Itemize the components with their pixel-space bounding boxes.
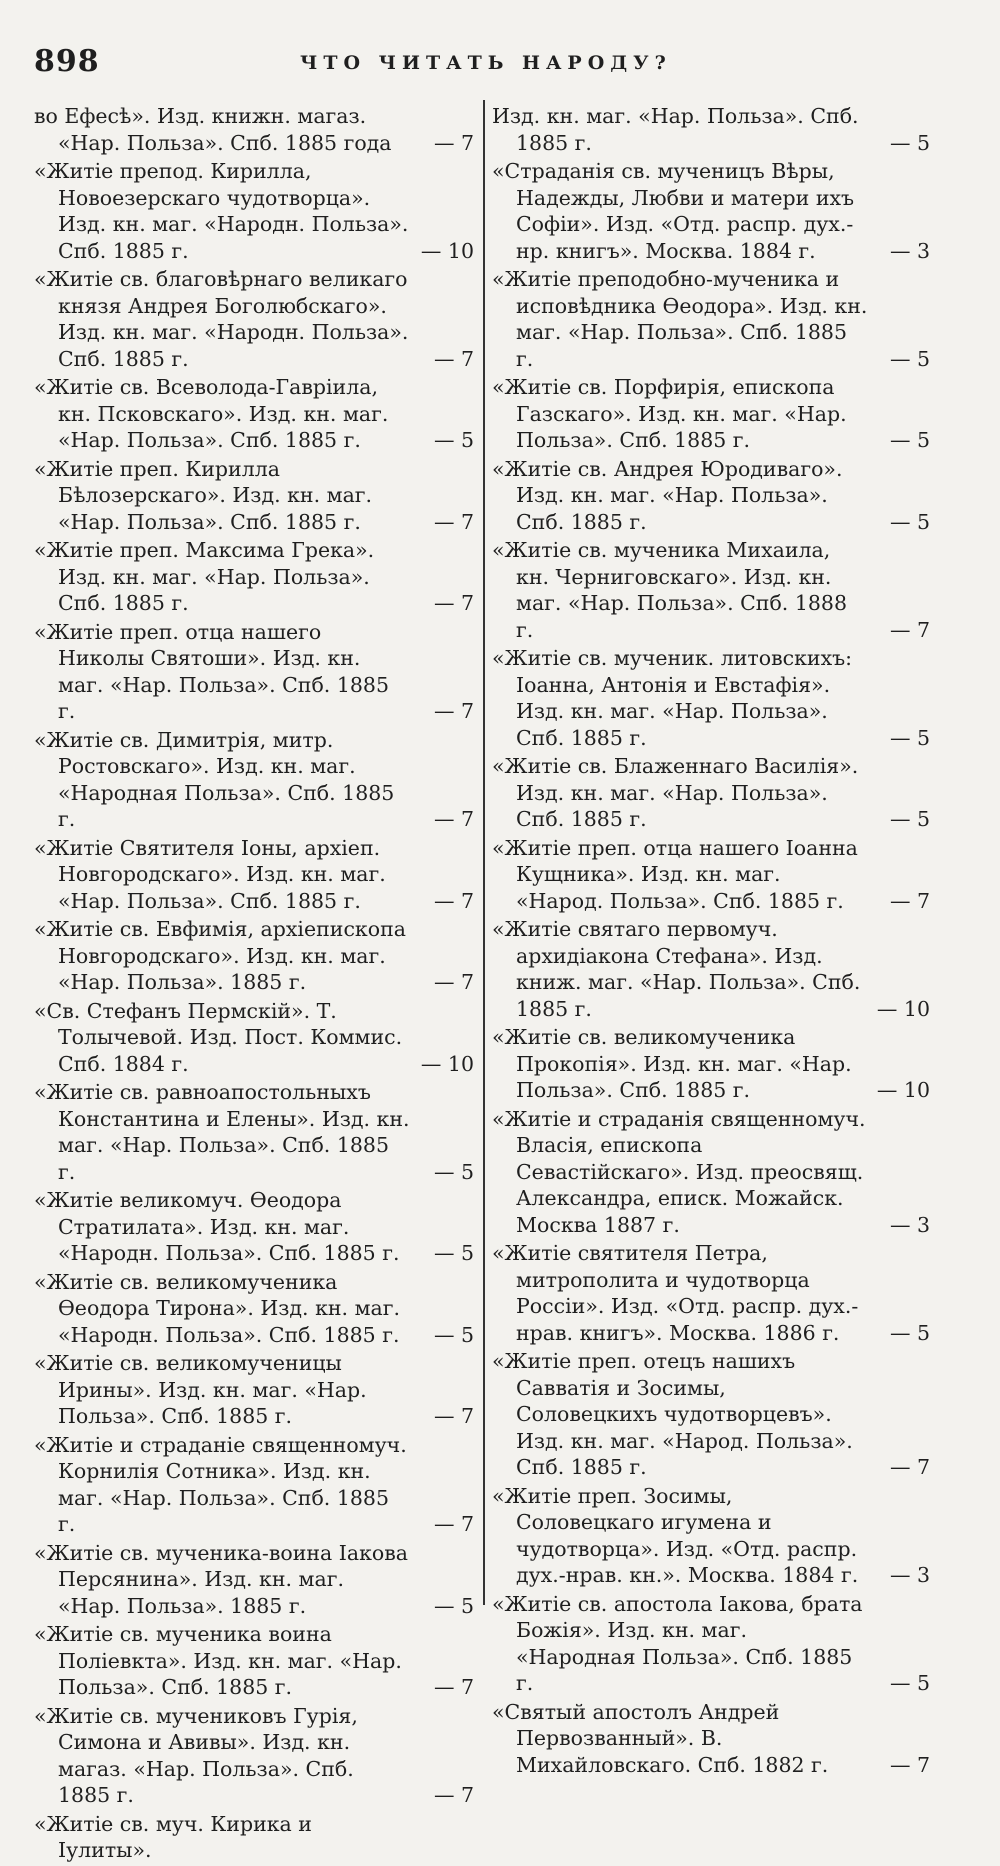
entry-text: «Житіе святаго первомуч. архидіакона Стефана». Изд. книж. маг. «Нар. Польза». Спб. 1885 г. [492,917,861,1021]
entry-text: «Житіе св. Евфимія, архіепископа Новгородскаго». Изд. кн. маг. «Нар. Польза». 1885 г. [34,917,406,994]
catalog-entry [34,266,474,372]
catalog-entry [34,998,474,1078]
catalog-entry [492,835,930,915]
entry-price: — 5 [433,1593,474,1618]
entry-price: — 7 [433,509,474,534]
entry-text: «Житіе св. благовѣрнаго великаго князя Андрея Боголюбскаго». Изд. кн. маг. «Народн. Польза». Спб. 1885 г. [34,267,409,371]
entry-price: — 10 [876,996,930,1021]
entry-price: — 5 [889,130,930,155]
entry-text: «Святый апостолъ Андрей Первозванный». В. Михайловскаго. Спб. 1882 г. [492,1699,829,1777]
catalog-entry [492,1024,930,1104]
catalog-entry [34,1540,474,1620]
entry-text: «Житіе преп. Максима Грека». Изд. кн. маг. «Нар. Польза». Спб. 1885 г. [34,538,375,615]
entry-price: — 5 [433,1322,474,1347]
catalog-entry [492,374,930,454]
entry-price: — 7 [889,888,930,913]
entry-text: «Житіе св. великомученицы Ирины». Изд. кн. маг. «Нар. Польза». Спб. 1885 г. [34,1351,367,1428]
catalog-entry [492,1483,930,1589]
catalog-entry [492,645,930,751]
entry-text: Изд. кн. маг. «Нар. Польза». Спб. 1885 г. [492,104,859,155]
entry-price: — 5 [889,509,930,534]
catalog-entry [492,1240,930,1346]
catalog-entry [34,1079,474,1185]
catalog-entry [34,1269,474,1349]
entry-text: «Житіе св. апостола Іакова, брата Божія». Изд. кн. маг. «Народная Польза». Спб. 1885 г. [492,1591,863,1695]
catalog-entry [34,1811,474,1864]
entry-text: «Житіе св. Андрея Юродиваго». Изд. кн. маг. «Нар. Польза». Спб. 1885 г. [492,456,843,534]
catalog-entry [34,456,474,536]
left-column [34,103,474,1866]
entry-text: «Житіе и страданіе священномуч. Корнилія Сотника». Изд. кн. маг. «Нар. Польза». Спб. 1885 г. [34,1432,407,1536]
column-divider [483,100,485,1605]
catalog-entry [492,456,930,536]
entry-text: «Житіе св. великомученика Ѳеодора Тирона». Изд. кн. маг. «Народн. Польза». Спб. 1885 г. [34,1269,401,1347]
catalog-entry [492,537,930,643]
entry-text: во Ефесѣ». Изд. книжн. магаз. «Нар. Польза». Спб. 1885 года [34,104,392,155]
entry-text: «Житіе преп. Кирилла Бѣлозерскаго». Изд. кн. маг. «Нар. Польза». Спб. 1885 г. [34,456,373,534]
catalog-entry [492,753,930,833]
entry-text: «Житіе св. Порфирія, епископа Газскаго». Изд. кн. маг. «Нар. Польза». Спб. 1885 г. [492,375,847,452]
entry-price: — 5 [889,1320,930,1345]
entry-text: «Житіе преподобно-мученика и исповѣдника Ѳеодора». Изд. кн. маг. «Нар. Польза». Спб. 1885 г. [492,267,868,371]
entry-text: «Житіе великомуч. Ѳеодора Стратилата». Изд. кн. маг. «Народн. Польза». Спб. 1885 г. [34,1188,400,1265]
entry-price: — 10 [420,1051,474,1076]
entry-price: — 5 [433,428,474,452]
entry-price: — 7 [433,807,474,831]
entry-price: — 7 [433,888,474,913]
catalog-entry [34,619,474,725]
entry-text: «Житіе св. равноапостольныхъ Константина и Елены». Изд. кн. маг. «Нар. Польза». Спб. 1885 г. [34,1080,410,1184]
entry-price: — 5 [889,428,930,452]
entry-text: «Житіе св. мученика-воина Іакова Персянина». Изд. кн. маг. «Нар. Польза». 1885 г. [34,1540,409,1618]
entry-price: — 3 [889,1563,930,1587]
catalog-entry [492,1106,930,1239]
entry-price: — 5 [433,1159,474,1184]
entry-text: «Житіе преп. отца нашего Николы Святоши». Изд. кн. маг. «Нар. Польза». Спб. 1885 г. [34,619,390,723]
catalog-entry [492,916,930,1022]
entry-text: «Житіе св. Всеволода-Гавріила, кн. Псковскаго». Изд. кн. маг. «Нар. Польза». Спб. 1885 г. [34,375,389,452]
entry-price: — 7 [433,346,474,371]
catalog-entry [34,1187,474,1267]
entry-price: — 7 [889,1752,930,1777]
entry-text: «Житіе св. великомученика Прокопія». Изд. кн. маг. «Нар. Польза». Спб. 1885 г. [492,1025,852,1102]
running-title: ЧТО ЧИТАТЬ НАРОДУ? [300,52,672,74]
catalog-entry [492,158,930,264]
entry-price: — 7 [433,1783,474,1807]
entry-text: «Житіе и страданія священномуч. Власія, епископа Севастійскаго». Изд. преосвящ. Александра, еписк. Можайск. Москва 1887 г. [492,1106,866,1237]
entry-price: — 7 [889,617,930,642]
entry-text: «Страданія св. мученицъ Вѣры, Надежды, Любви и матери ихъ Софіи». Изд. «Отд. распр. дух.-нр. книгъ». Москва. 1884 г. [492,159,855,263]
entry-text: «Св. Стефанъ Пермскій». Т. Толычевой. Изд. Пост. Коммис. Спб. 1884 г. [34,998,403,1076]
entry-price: — 7 [433,1404,474,1428]
entry-price: — 5 [889,346,930,371]
entry-text: «Житіе святителя Петра, митрополита и чудотворца Россіи». Изд. «Отд. распр. дух.-нрав. книгъ». Москва. 1886 г. [492,1241,859,1345]
catalog-entry [34,1621,474,1701]
catalog-entry [34,103,474,156]
entry-price: — 3 [889,238,930,263]
catalog-entry [34,727,474,833]
entry-price: — 5 [433,1241,474,1265]
catalog-entry [34,835,474,915]
entry-price: — 7 [433,699,474,723]
catalog-entry [34,1703,474,1809]
catalog-entry [34,158,474,264]
entry-text: «Житіе св. мученика воина Поліевкта». Изд. кн. маг. «Нар. Польза». Спб. 1885 г. [34,1622,402,1699]
page-number: 898 [34,44,100,79]
entry-price: — 7 [889,1455,930,1479]
catalog-entry [492,1591,930,1697]
catalog-entry [34,374,474,454]
catalog-entry [34,1432,474,1538]
entry-price: — 7 [433,970,474,994]
catalog-entry [492,266,930,372]
entry-text: «Житіе св. мученика Михаила, кн. Черниговскаго». Изд. кн. маг. «Нар. Польза». Спб. 1888 г. [492,538,848,642]
catalog-entry [492,1348,930,1481]
entry-price: — 3 [889,1212,930,1237]
entry-price: — 7 [433,1675,474,1699]
entry-text: «Житіе св. мученик. литовскихъ: Іоанна, Антонія и Евстафія». Изд. кн. маг. «Нар. Польза». Спб. 1885 г. [492,646,853,750]
catalog-entry [34,537,474,617]
entry-text: «Житіе св. Димитрія, митр. Ростовскаго». Изд. кн. маг. «Народная Польза». Спб. 1885 г. [34,727,395,831]
entry-price: — 7 [433,130,474,155]
catalog-entry [34,916,474,996]
catalog-entry [492,1699,930,1779]
entry-price: — 5 [889,1671,930,1695]
entry-text: «Житіе св. муч. Кирика и Іулиты». [34,1811,312,1862]
right-column [492,103,930,1780]
entry-text: «Житіе св. Блаженнаго Василія». Изд. кн. маг. «Нар. Польза». Спб. 1885 г. [492,754,859,831]
entry-text: «Житіе св. мучениковъ Гурія, Симона и Авивы». Изд. кн. магаз. «Нар. Польза». Спб. 1885 г. [34,1703,358,1807]
entry-price: — 7 [433,1512,474,1536]
entry-text: «Житіе преп. отца нашего Іоанна Кущника». Изд. кн. маг. «Народ. Польза». Спб. 1885 г. [492,835,858,913]
entry-text: «Житіе Святителя Іоны, архіеп. Новгородскаго». Изд. кн. маг. «Нар. Польза». Спб. 1885 г. [34,835,386,913]
entry-price: — 10 [876,1078,930,1102]
entry-text: «Житіе преп. отецъ нашихъ Савватія и Зосимы, Соловецкихъ чудотворцевъ». Изд. кн. маг. «Народ. Польза». Спб. 1885 г. [492,1349,853,1479]
entry-text: «Житіе преп. Зосимы, Соловецкаго игумена и чудотворца». Изд. «Отд. распр. дух.-нрав. кн.». Москва. 1884 г. [492,1483,859,1587]
entry-price: — 5 [889,807,930,831]
entry-price: — 7 [433,591,474,615]
entry-price: — 10 [420,238,474,263]
entry-price: — 5 [889,725,930,750]
catalog-entry [492,103,930,156]
entry-text: «Житіе препод. Кирилла, Новоезерскаго чудотворца». Изд. кн. маг. «Народн. Польза». Спб. 1885 г. [34,159,409,263]
catalog-entry [34,1350,474,1430]
